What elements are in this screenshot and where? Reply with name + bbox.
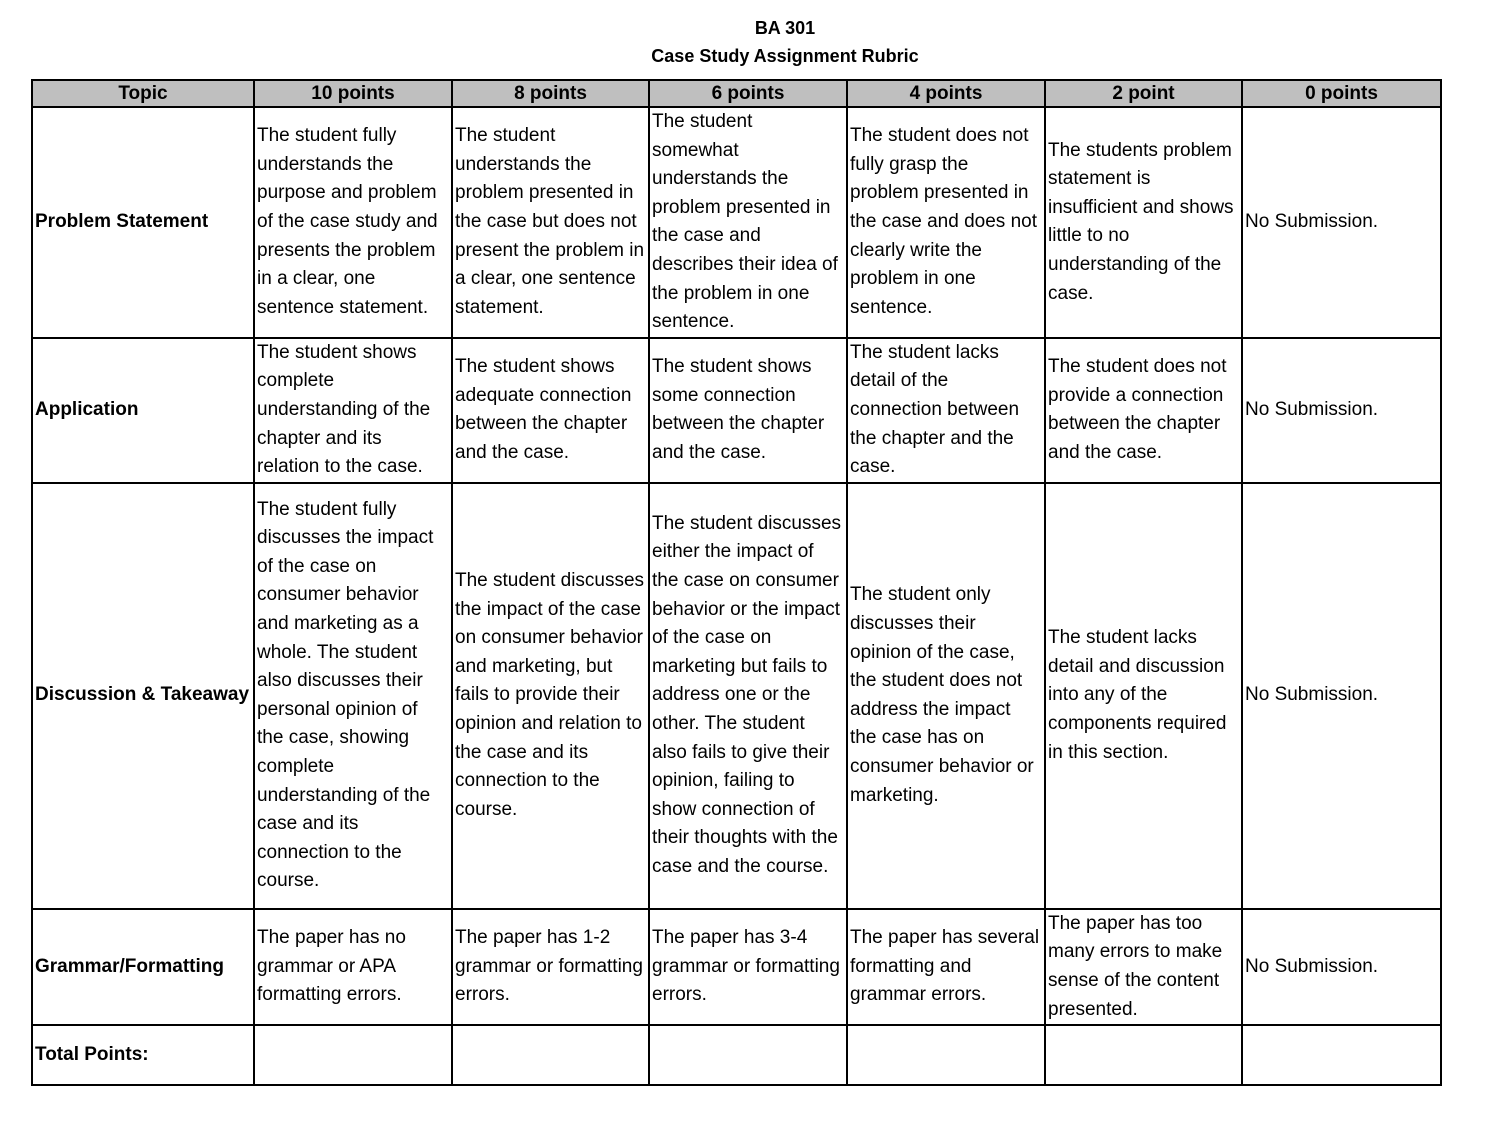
topic-cell: Problem Statement: [32, 107, 254, 338]
criteria-cell: The student discusses either the impact of the case on consumer behavior or the impact of the case on marketing but fails to address one or the other. The student also fails to give their opinion, failing to show connection of their thoughts with the case and the course.: [649, 483, 847, 909]
row-problem-statement: [32, 107, 1441, 338]
row-total-points: [32, 1025, 1441, 1085]
rubric-table: [31, 79, 1442, 1086]
score-cell: [452, 1025, 649, 1085]
document-title: Case Study Assignment Rubric: [651, 46, 919, 66]
score-cell: [254, 1025, 452, 1085]
criteria-cell: The student does not provide a connection between the chapter and the case.: [1045, 338, 1242, 483]
criteria-cell: The student only discusses their opinion of the case, the student does not address the impact the case has on consumer behavior or marketing.: [847, 483, 1045, 909]
row-grammar-formatting: [32, 909, 1441, 1025]
header-2-point: 2 point: [1045, 80, 1242, 107]
criteria-cell: The student somewhat understands the problem presented in the case and describes their idea of the problem in one sentence.: [649, 107, 847, 338]
criteria-cell: The student understands the problem presented in the case but does not present the problem in a clear, one sentence statement.: [452, 107, 649, 338]
criteria-cell: No Submission.: [1242, 483, 1441, 909]
criteria-cell: The student shows adequate connection between the chapter and the case.: [452, 338, 649, 483]
header-8-points: 8 points: [452, 80, 649, 107]
criteria-cell: The student does not fully grasp the problem presented in the case and does not clearly write the problem in one sentence.: [847, 107, 1045, 338]
criteria-cell: The student shows complete understanding of the chapter and its relation to the case.: [254, 338, 452, 483]
topic-cell: Discussion & Takeaway: [32, 483, 254, 909]
header-0-points: 0 points: [1242, 80, 1441, 107]
header-6-points: 6 points: [649, 80, 847, 107]
topic-cell: Application: [32, 338, 254, 483]
criteria-cell: The student lacks detail of the connection between the chapter and the case.: [847, 338, 1045, 483]
criteria-cell: The student discusses the impact of the case on consumer behavior and marketing, but fails to provide their opinion and relation to the case and its connection to the course.: [452, 483, 649, 909]
criteria-cell: The student fully discusses the impact of the case on consumer behavior and marketing as a whole. The student also discusses their personal opinion of the case, showing complete understanding of the case and its connection to the course.: [254, 483, 452, 909]
header-4-points: 4 points: [847, 80, 1045, 107]
document-title-block: [0, 14, 1504, 70]
criteria-cell: The student fully understands the purpose and problem of the case study and presents the problem in a clear, one sentence statement.: [254, 107, 452, 338]
criteria-cell: No Submission.: [1242, 338, 1441, 483]
score-cell: [847, 1025, 1045, 1085]
criteria-cell: No Submission.: [1242, 909, 1441, 1025]
criteria-cell: The paper has several formatting and grammar errors.: [847, 909, 1045, 1025]
criteria-cell: The paper has 3-4 grammar or formatting errors.: [649, 909, 847, 1025]
course-code: BA 301: [754, 18, 816, 38]
topic-cell: Total Points:: [32, 1025, 254, 1085]
score-cell: [649, 1025, 847, 1085]
score-cell: [1242, 1025, 1441, 1085]
criteria-cell: The paper has no grammar or APA formatting errors.: [254, 909, 452, 1025]
criteria-cell: The paper has 1-2 grammar or formatting errors.: [452, 909, 649, 1025]
score-cell: [1045, 1025, 1242, 1085]
criteria-cell: The student lacks detail and discussion into any of the components required in this section.: [1045, 483, 1242, 909]
topic-cell: Grammar/Formatting: [32, 909, 254, 1025]
criteria-cell: No Submission.: [1242, 107, 1441, 338]
row-discussion-takeaway: [32, 483, 1441, 909]
row-application: [32, 338, 1441, 483]
header-10-points: 10 points: [254, 80, 452, 107]
criteria-cell: The students problem statement is insufficient and shows little to no understanding of the case.: [1045, 107, 1242, 338]
criteria-cell: The paper has too many errors to make sense of the content presented.: [1045, 909, 1242, 1025]
header-row: [32, 80, 1441, 107]
criteria-cell: The student shows some connection between the chapter and the case.: [649, 338, 847, 483]
header-topic: Topic: [32, 80, 254, 107]
